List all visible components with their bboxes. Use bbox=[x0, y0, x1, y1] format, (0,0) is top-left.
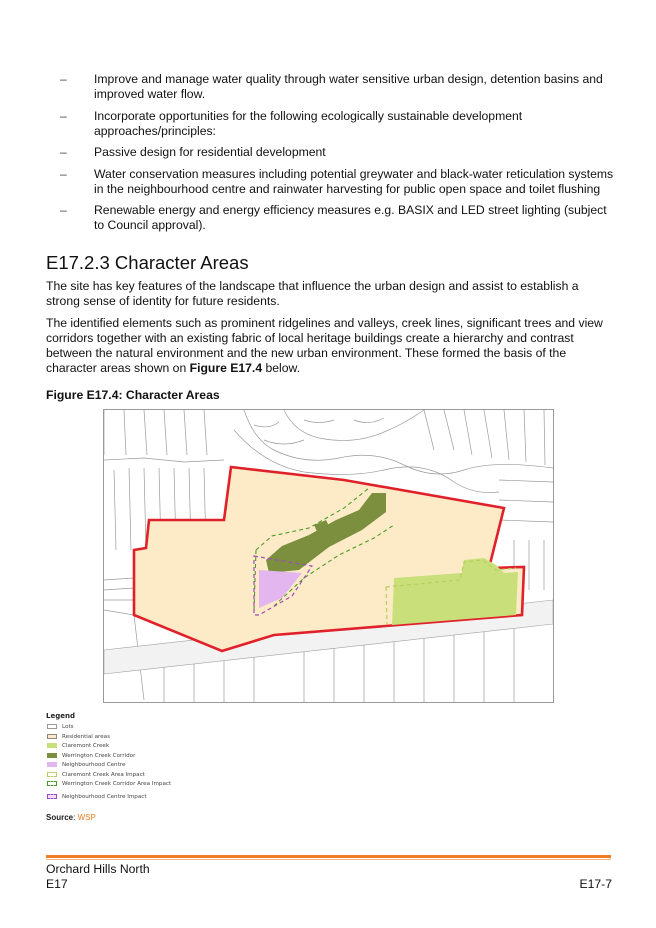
footer-rule-thin bbox=[46, 859, 611, 860]
intro-paragraph: The site has key features of the landscape that influence the urban design and assist to establish a strong sense of identity for future residents. bbox=[46, 279, 579, 308]
map-drawing bbox=[104, 410, 553, 702]
footer-section: E17 bbox=[46, 877, 68, 891]
footer-page-number: E17-7 bbox=[579, 877, 612, 891]
character-areas-map bbox=[103, 409, 554, 703]
bullet-item: – Passive design for residential development bbox=[60, 145, 326, 159]
footer-document-title: Orchard Hills North bbox=[46, 862, 150, 876]
legend-item-lots: Lots bbox=[46, 723, 246, 733]
legend-item-neighbourhood-centre: Neighbourhood Centre bbox=[46, 761, 246, 771]
figure-source: Source: WSP bbox=[46, 813, 96, 822]
lots-swatch bbox=[47, 724, 57, 729]
map-legend bbox=[46, 712, 246, 803]
claremont-impact-swatch bbox=[47, 772, 57, 777]
neighbourhood-swatch bbox=[47, 762, 57, 767]
werrington-impact-swatch bbox=[47, 781, 57, 786]
legend-title: Legend bbox=[46, 712, 75, 720]
legend-item-claremont-creek: Claremont Creek bbox=[46, 742, 246, 752]
bullet-item: – Improve and manage water quality through water sensitive urban design, detention basins and improved water flow. bbox=[60, 72, 603, 101]
bullet-item: – Water conservation measures including potential greywater and black-water reticulation systems in the neighbourhood centre and rainwater harvesting for public open space and toilet flushing bbox=[60, 166, 614, 196]
body-paragraph: The identified elements such as prominent ridgelines and valleys, creek lines, significant trees and view corridors together with an existing fabric of local heritage buildings create a hierarchy and contrast between the natural environment and the new urban environment. These formed the basis of the character areas shown on Figure E17.4 below. bbox=[46, 316, 603, 375]
legend-item-werrington-corridor: Werrington Creek Corridor bbox=[46, 752, 246, 762]
section-heading: E17.2.3 Character Areas bbox=[46, 252, 249, 273]
bullet-list bbox=[46, 72, 614, 240]
bullet-item: – Renewable energy and energy efficiency measures e.g. BASIX and LED street lighting (subject to Council approval). bbox=[60, 203, 607, 232]
residential-swatch bbox=[47, 734, 57, 739]
figure-reference: Figure E17.4 bbox=[189, 361, 263, 375]
legend-item-residential: Residential areas bbox=[46, 733, 246, 743]
bullet-item: – Incorporate opportunities for the following ecologically sustainable development approaches/principles: bbox=[60, 108, 523, 138]
neighbourhood-impact-swatch bbox=[47, 794, 57, 799]
figure-title: Figure E17.4: Character Areas bbox=[46, 388, 220, 402]
legend-item-werrington-impact: Werrington Creek Corridor Area Impact bbox=[46, 780, 246, 793]
legend-item-neighbourhood-impact: Neighbourhood Centre Impact bbox=[46, 793, 246, 803]
werrington-swatch bbox=[47, 753, 57, 758]
legend-item-claremont-impact: Claremont Creek Area Impact bbox=[46, 771, 246, 781]
claremont-swatch bbox=[47, 743, 57, 748]
